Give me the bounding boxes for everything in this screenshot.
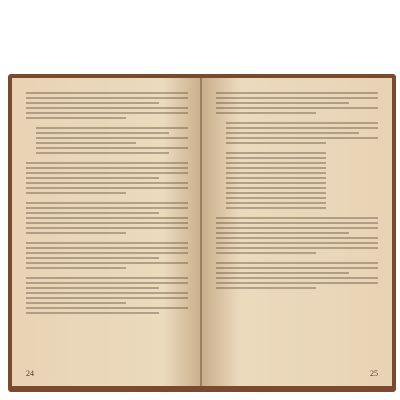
left-page [12, 78, 202, 386]
right-page [202, 78, 392, 386]
left-page-number: 24 [26, 369, 34, 378]
right-page-number: 25 [370, 369, 378, 378]
left-page-text-block [26, 92, 188, 360]
right-page-text-block [216, 92, 378, 360]
